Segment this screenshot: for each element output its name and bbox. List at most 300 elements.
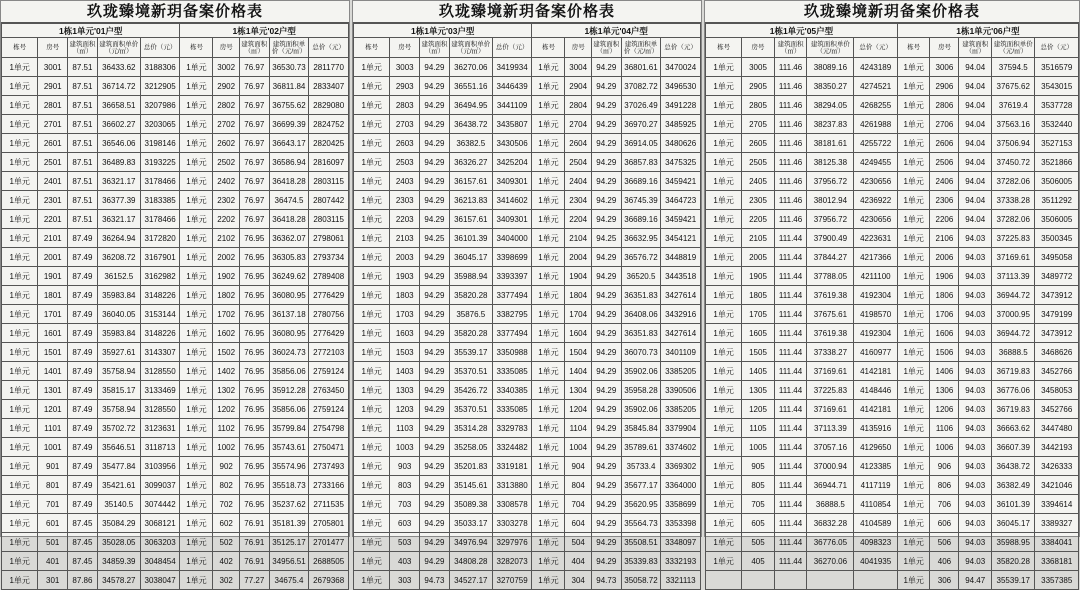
price-sheet-3 [704,0,1080,585]
table-cell: 2506 [930,153,959,172]
table-cell: 1单元 [180,172,213,191]
table-cell: 1单元 [354,571,390,590]
table-cell: 3506005 [1035,172,1079,191]
table-cell: 2601 [38,134,68,153]
table-cell: 2203 [390,210,420,229]
table-row [2,115,349,134]
table-cell: 4098323 [854,533,897,552]
table-cell: 38125.38 [807,153,854,172]
table-cell: 2206 [930,210,959,229]
table-cell: 3495058 [1035,248,1079,267]
table-cell: 1单元 [180,552,213,571]
table-cell: 3385205 [661,362,701,381]
table-cell: 1单元 [706,305,742,324]
table-row [2,552,349,571]
table-cell: 35820.28 [449,324,492,343]
table-cell: 111.46 [774,172,807,191]
table-cell: 1单元 [706,495,742,514]
table-cell: 1单元 [354,210,390,229]
table-cell: 2701 [38,115,68,134]
table-cell: 94.03 [959,343,992,362]
table-cell: 4255722 [854,134,897,153]
table-cell: 1单元 [354,533,390,552]
table-cell: 3419934 [492,58,532,77]
table-cell: 36249.62 [269,267,309,286]
table-cell: 35539.17 [449,343,492,362]
table-cell: 36070.73 [621,343,661,362]
table-cell: 1202 [213,400,239,419]
column-header: 房号 [213,38,239,58]
table-cell: 36857.83 [621,153,661,172]
table-cell: 2402 [213,172,239,191]
table-row [706,134,1079,153]
unit-type-header: 1栋1单元'05户型 [706,24,898,38]
table-cell: 35799.84 [269,419,309,438]
column-header: 建筑面积（㎡） [420,38,450,58]
table-cell: 4223631 [854,229,897,248]
table-cell: 2202 [213,210,239,229]
table-row [2,172,349,191]
table-cell: 2804 [565,96,591,115]
table-cell: 36321.17 [97,172,140,191]
table-cell: 1单元 [532,305,565,324]
table-cell: 1804 [565,286,591,305]
column-header: 建筑面积单价（元/㎡） [269,38,309,58]
table-row [2,77,349,96]
table-cell: 1604 [565,324,591,343]
table-cell: 1单元 [354,267,390,286]
table-cell: 506 [930,533,959,552]
table-row [354,134,701,153]
table-cell: 3401109 [661,343,701,362]
table-cell: 36418.28 [269,210,309,229]
table-cell: 2776429 [309,286,349,305]
table-cell: 1002 [213,438,239,457]
table-cell: 3133469 [140,381,180,400]
table-cell: 1单元 [706,457,742,476]
table-cell: 1003 [390,438,420,457]
table-cell: 94.04 [959,134,992,153]
table-cell: 3480626 [661,134,701,153]
table-row [354,77,701,96]
table-cell: 2904 [565,77,591,96]
table-cell: 503 [390,533,420,552]
table-cell: 2793734 [309,248,349,267]
table-cell: 76.97 [239,191,269,210]
table-cell: 3332193 [661,552,701,571]
table-cell: 87.49 [68,476,98,495]
table-cell: 94.29 [591,343,621,362]
table-cell: 36699.39 [269,115,309,134]
column-header: 栋号 [354,38,390,58]
table-cell: 3464723 [661,191,701,210]
table-cell: 1单元 [532,381,565,400]
table-cell: 94.29 [591,362,621,381]
table-cell: 35339.83 [621,552,661,571]
table-cell: 76.91 [239,552,269,571]
table-cell: 94.29 [420,286,450,305]
table-cell: 1704 [565,305,591,324]
table-cell: 1单元 [897,229,930,248]
table-cell: 2789408 [309,267,349,286]
table-cell: 35237.62 [269,495,309,514]
table-cell: 1单元 [706,248,742,267]
table-cell: 2803115 [309,172,349,191]
table-cell: 4230656 [854,210,897,229]
table-cell: 94.04 [959,172,992,191]
table-cell: 1单元 [532,58,565,77]
table-cell: 87.49 [68,267,98,286]
table-cell: 404 [565,552,591,571]
table-cell: 1单元 [180,381,213,400]
table-cell: 94.04 [959,153,992,172]
table-cell: 3178466 [140,172,180,191]
table-cell: 36643.17 [269,134,309,153]
table-cell: 4129650 [854,438,897,457]
table-cell: 1单元 [2,343,38,362]
table-cell: 36719.83 [992,362,1035,381]
table-cell: 903 [390,457,420,476]
table-cell: 37675.61 [807,305,854,324]
unit-type-header: 1栋1单元'01户型 [2,24,180,38]
table-cell: 3475325 [661,153,701,172]
table-row [354,248,701,267]
table-cell: 36888.5 [807,495,854,514]
table-cell: 111.46 [774,96,807,115]
table-cell: 35620.95 [621,495,661,514]
table-cell: 35958.28 [621,381,661,400]
table-cell: 905 [742,457,775,476]
table-cell: 2820425 [309,134,349,153]
table-cell: 704 [565,495,591,514]
table-cell: 76.95 [239,400,269,419]
table-cell: 1单元 [180,248,213,267]
table-cell: 37082.72 [621,77,661,96]
table-cell: 1单元 [532,495,565,514]
table-cell: 3377494 [492,324,532,343]
table-cell: 94.29 [591,552,621,571]
table-cell: 76.95 [239,419,269,438]
table-cell: 35089.38 [449,495,492,514]
table-cell: 36576.72 [621,248,661,267]
table-cell: 1单元 [2,77,38,96]
table-cell: 2606 [930,134,959,153]
table-cell: 76.95 [239,324,269,343]
table-cell: 94.03 [959,305,992,324]
table-cell: 1905 [742,267,775,286]
table-cell: 94.29 [591,172,621,191]
table-cell: 3430506 [492,134,532,153]
table-row [354,96,701,115]
table-cell: 1106 [930,419,959,438]
table-cell: 1单元 [532,400,565,419]
table-cell: 1单元 [2,571,38,590]
table-cell: 94.29 [591,248,621,267]
table-cell: 2003 [390,248,420,267]
table-cell: 1单元 [706,267,742,286]
column-header: 栋号 [897,38,930,58]
column-header: 总价（元） [661,38,701,58]
table-cell: 1单元 [2,324,38,343]
table-cell: 1单元 [2,495,38,514]
table-cell: 1单元 [2,115,38,134]
table-cell: 1单元 [897,286,930,305]
table-cell: 1单元 [706,324,742,343]
table-cell: 94.03 [959,438,992,457]
table-cell: 36607.39 [992,438,1035,457]
table-cell: 1406 [930,362,959,381]
table-cell: 3446439 [492,77,532,96]
table-cell: 1单元 [354,305,390,324]
column-header: 房号 [390,38,420,58]
table-cell: 37338.27 [807,343,854,362]
table-cell: 904 [565,457,591,476]
table-cell: 3421046 [1035,476,1079,495]
table-cell: 1单元 [897,191,930,210]
table-row [706,419,1079,438]
table-row [706,343,1079,362]
table-row [354,362,701,381]
table-cell: 94.03 [959,248,992,267]
table-cell: 36719.83 [992,400,1035,419]
table-cell: 1单元 [532,343,565,362]
table-cell: 35702.72 [97,419,140,438]
table-cell: 2704 [565,115,591,134]
table-cell: 87.49 [68,305,98,324]
table-cell: 306 [930,571,959,590]
table-cell: 1405 [742,362,775,381]
table-cell: 35125.17 [269,533,309,552]
table-cell: 36658.51 [97,96,140,115]
table-row [2,457,349,476]
table-cell: 111.44 [774,438,807,457]
table-cell: 2505 [742,153,775,172]
table-cell: 406 [930,552,959,571]
table-cell: 1单元 [2,267,38,286]
table-row [706,362,1079,381]
table-cell: 1104 [565,419,591,438]
table-cell: 2305 [742,191,775,210]
table-cell: 1单元 [706,419,742,438]
table-cell: 36494.95 [449,96,492,115]
table-cell: 2306 [930,191,959,210]
table-cell: 37225.83 [992,229,1035,248]
table-cell: 111.44 [774,248,807,267]
table-cell: 76.95 [239,305,269,324]
table-cell: 35758.94 [97,400,140,419]
table-cell: 1单元 [532,134,565,153]
table-cell: 2404 [565,172,591,191]
table-cell: 402 [213,552,239,571]
table-cell: 94.03 [959,362,992,381]
table-cell: 2103 [390,229,420,248]
table-cell: 4148446 [854,381,897,400]
table-cell: 76.95 [239,457,269,476]
table-cell: 94.29 [591,305,621,324]
table-cell: 36745.39 [621,191,661,210]
table-cell: 3335085 [492,400,532,419]
table-cell: 1004 [565,438,591,457]
table-cell: 36270.06 [807,552,854,571]
table-cell: 87.49 [68,495,98,514]
table-cell: 36755.62 [269,96,309,115]
table-cell: 76.95 [239,343,269,362]
table-cell: 3374602 [661,438,701,457]
table-cell: 94.25 [420,229,450,248]
table-cell: 4192304 [854,286,897,305]
table-cell: 35508.51 [621,533,661,552]
table-row [354,495,701,514]
table-cell: 1单元 [2,476,38,495]
table-cell: 1单元 [354,438,390,457]
table-cell: 603 [390,514,420,533]
table-cell: 94.29 [420,172,450,191]
table-cell: 1单元 [706,153,742,172]
table-cell: 1单元 [897,571,930,590]
table-cell: 111.44 [774,533,807,552]
table-cell: 702 [213,495,239,514]
table-cell: 35201.83 [449,457,492,476]
table-cell: 94.29 [591,210,621,229]
table-cell: 606 [930,514,959,533]
table-cell: 94.29 [420,248,450,267]
table-cell: 94.03 [959,533,992,552]
table-cell: 37225.83 [807,381,854,400]
table-cell: 94.29 [420,476,450,495]
table-cell: 37282.06 [992,172,1035,191]
table-cell: 36045.17 [449,248,492,267]
table-cell: 2824752 [309,115,349,134]
table-cell: 87.49 [68,457,98,476]
table-row [354,400,701,419]
column-header: 房号 [38,38,68,58]
table-cell: 35314.28 [449,419,492,438]
table-cell: 87.45 [68,514,98,533]
table-cell: 3511292 [1035,191,1079,210]
table-row [354,115,701,134]
table-cell: 36776.06 [992,381,1035,400]
table-cell: 35028.05 [97,533,140,552]
table-cell: 94.29 [591,134,621,153]
table-cell: 94.29 [420,533,450,552]
table-cell: 87.51 [68,134,98,153]
table-cell: 94.03 [959,457,992,476]
table-cell: 2902 [213,77,239,96]
table-cell: 111.44 [774,419,807,438]
table-cell: 35421.61 [97,476,140,495]
table-cell: 1单元 [2,305,38,324]
table-cell: 2005 [742,248,775,267]
table-cell: 1单元 [2,552,38,571]
table-cell: 1单元 [180,324,213,343]
table-cell: 94.29 [591,495,621,514]
table-cell: 76.97 [239,96,269,115]
table-cell: 3074442 [140,495,180,514]
table-cell: 804 [565,476,591,495]
table-cell: 36970.27 [621,115,661,134]
table-cell: 1单元 [354,229,390,248]
table-cell: 76.95 [239,267,269,286]
table-cell: 1单元 [180,267,213,286]
table-cell: 94.29 [591,419,621,438]
table-cell: 36382.5 [449,134,492,153]
table-cell: 3063203 [140,533,180,552]
table-cell: 2406 [930,172,959,191]
table-cell: 2403 [390,172,420,191]
table-cell: 94.29 [591,514,621,533]
table-cell: 1303 [390,381,420,400]
table-cell: 94.73 [420,571,450,590]
table-cell: 2204 [565,210,591,229]
table-cell: 3500345 [1035,229,1079,248]
table-cell: 2763450 [309,381,349,400]
unit-type-header: 1栋1单元'04户型 [532,24,701,38]
table-cell: 2604 [565,134,591,153]
table-cell: 1单元 [706,210,742,229]
table-cell: 1006 [930,438,959,457]
table-cell: 111.44 [774,495,807,514]
table-cell: 1单元 [706,514,742,533]
table-cell: 504 [565,533,591,552]
table-cell: 3004 [565,58,591,77]
table-cell: 1单元 [897,248,930,267]
table-cell: 37619.4 [992,96,1035,115]
table-cell: 3329783 [492,419,532,438]
table-cell: 1802 [213,286,239,305]
table-cell: 1单元 [897,210,930,229]
table-cell: 111.44 [774,343,807,362]
table-cell: 2304 [565,191,591,210]
table-row [2,362,349,381]
table-cell: 3489772 [1035,267,1079,286]
table-cell: 94.29 [420,153,450,172]
table-cell: 111.44 [774,229,807,248]
table-cell: 35677.17 [621,476,661,495]
table-cell: 111.44 [774,552,807,571]
table-cell: 37506.94 [992,134,1035,153]
table-cell: 1单元 [897,438,930,457]
table-cell: 1603 [390,324,420,343]
table-cell: 87.49 [68,343,98,362]
table-cell: 94.29 [420,400,450,419]
table-cell: 37113.39 [992,267,1035,286]
table-cell: 35983.84 [97,286,140,305]
table-cell: 36157.61 [449,210,492,229]
table-cell: 4243189 [854,58,897,77]
table-cell: 1单元 [706,400,742,419]
table-cell: 3368181 [1035,552,1079,571]
table-cell: 703 [390,495,420,514]
table-cell: 3441109 [492,96,532,115]
table-cell: 1906 [930,267,959,286]
table-cell: 1706 [930,305,959,324]
table-cell: 1单元 [532,115,565,134]
table-cell: 1单元 [354,457,390,476]
table-cell: 303 [390,571,420,590]
table-cell: 1304 [565,381,591,400]
table-cell: 4117119 [854,476,897,495]
table-cell: 36530.73 [269,58,309,77]
table-cell: 1单元 [897,267,930,286]
table-row [2,324,349,343]
table-cell: 36418.28 [269,172,309,191]
table-row [2,400,349,419]
table-cell: 3001 [38,58,68,77]
table-cell: 1单元 [354,115,390,134]
table-cell: 3473912 [1035,286,1079,305]
table-cell: 1单元 [2,229,38,248]
table-cell: 3123631 [140,419,180,438]
